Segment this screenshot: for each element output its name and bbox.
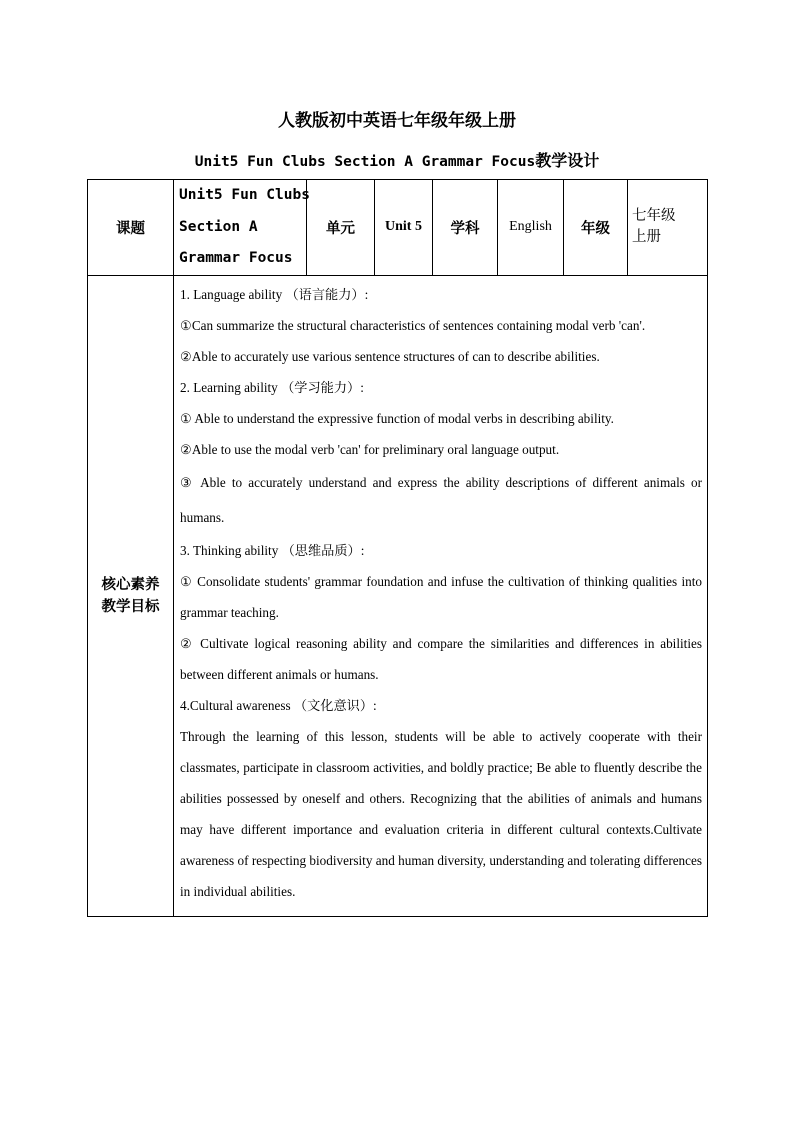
topic-value xyxy=(174,180,310,276)
topic-line: Section A xyxy=(179,218,258,235)
grade-line: 上册 xyxy=(632,229,661,246)
grade-value xyxy=(628,180,708,276)
subtitle-chinese: 教学设计 xyxy=(535,151,600,170)
subtitle-english: Unit5 Fun Clubs Section A Grammar Focus xyxy=(194,154,536,170)
objective-heading-cultural: 4.Cultural awareness （文化意识）: xyxy=(180,697,377,713)
objective-item: ②Able to accurately use various sentence structures of can to describe abilities. xyxy=(180,348,600,364)
objective-heading-thinking: 3. Thinking ability （思维品质）: xyxy=(180,542,365,558)
objective-item: ② Cultivate logical reasoning ability and compare the similarities and differences in abilities between different animals or humans. xyxy=(180,635,702,682)
objectives-label xyxy=(88,275,174,916)
objectives-content xyxy=(174,275,708,916)
subject-value: English xyxy=(498,180,564,276)
topic-line: Unit5 Fun Clubs xyxy=(179,187,310,203)
objective-item: ① Able to understand the expressive function of modal verbs in describing ability. xyxy=(180,410,614,426)
topic-line: Grammar Focus xyxy=(179,250,293,266)
objective-item: ① Consolidate students' grammar foundation and infuse the cultivation of thinking qualities into grammar teaching. xyxy=(180,573,702,620)
objectives-label-line: 教学目标 xyxy=(101,598,160,615)
grade-label: 年级 xyxy=(564,180,628,276)
subject-label: 学科 xyxy=(433,180,498,276)
topic-label: 课题 xyxy=(88,180,174,276)
grade-line: 七年级 xyxy=(632,208,676,225)
objective-paragraph: Through the learning of this lesson, students will be able to actively cooperate with their classmates, participate in classroom activities, and boldly practice; Be able to fluently describe the abilities possessed by oneself and others. Recognizing that the abilities of animals and humans may have different importance and evaluation criteria in different cultural contexts.Cultivate awareness of respecting biodiversity and human diversity, understanding and tolerating differences in individual abilities. xyxy=(180,728,702,899)
objectives-row xyxy=(88,275,708,916)
objective-heading-language: 1. Language ability （语言能力）: xyxy=(180,286,369,302)
lesson-plan-table xyxy=(87,179,708,917)
document-subtitle xyxy=(0,148,794,171)
objective-item: ②Able to use the modal verb 'can' for preliminary oral language output. xyxy=(180,441,560,457)
objective-item: ①Can summarize the structural characteristics of sentences containing modal verb 'can'. xyxy=(180,317,646,333)
header-row xyxy=(88,180,708,276)
document-title: 人教版初中英语七年级年级上册 xyxy=(278,111,516,131)
unit-label: 单元 xyxy=(307,180,375,276)
objectives-label-line: 核心素养 xyxy=(101,576,160,593)
unit-value: Unit 5 xyxy=(375,180,433,276)
objective-heading-learning: 2. Learning ability （学习能力）: xyxy=(180,379,364,395)
objective-item: ③ Able to accurately understand and express the ability descriptions of different animals or humans. xyxy=(180,474,702,525)
